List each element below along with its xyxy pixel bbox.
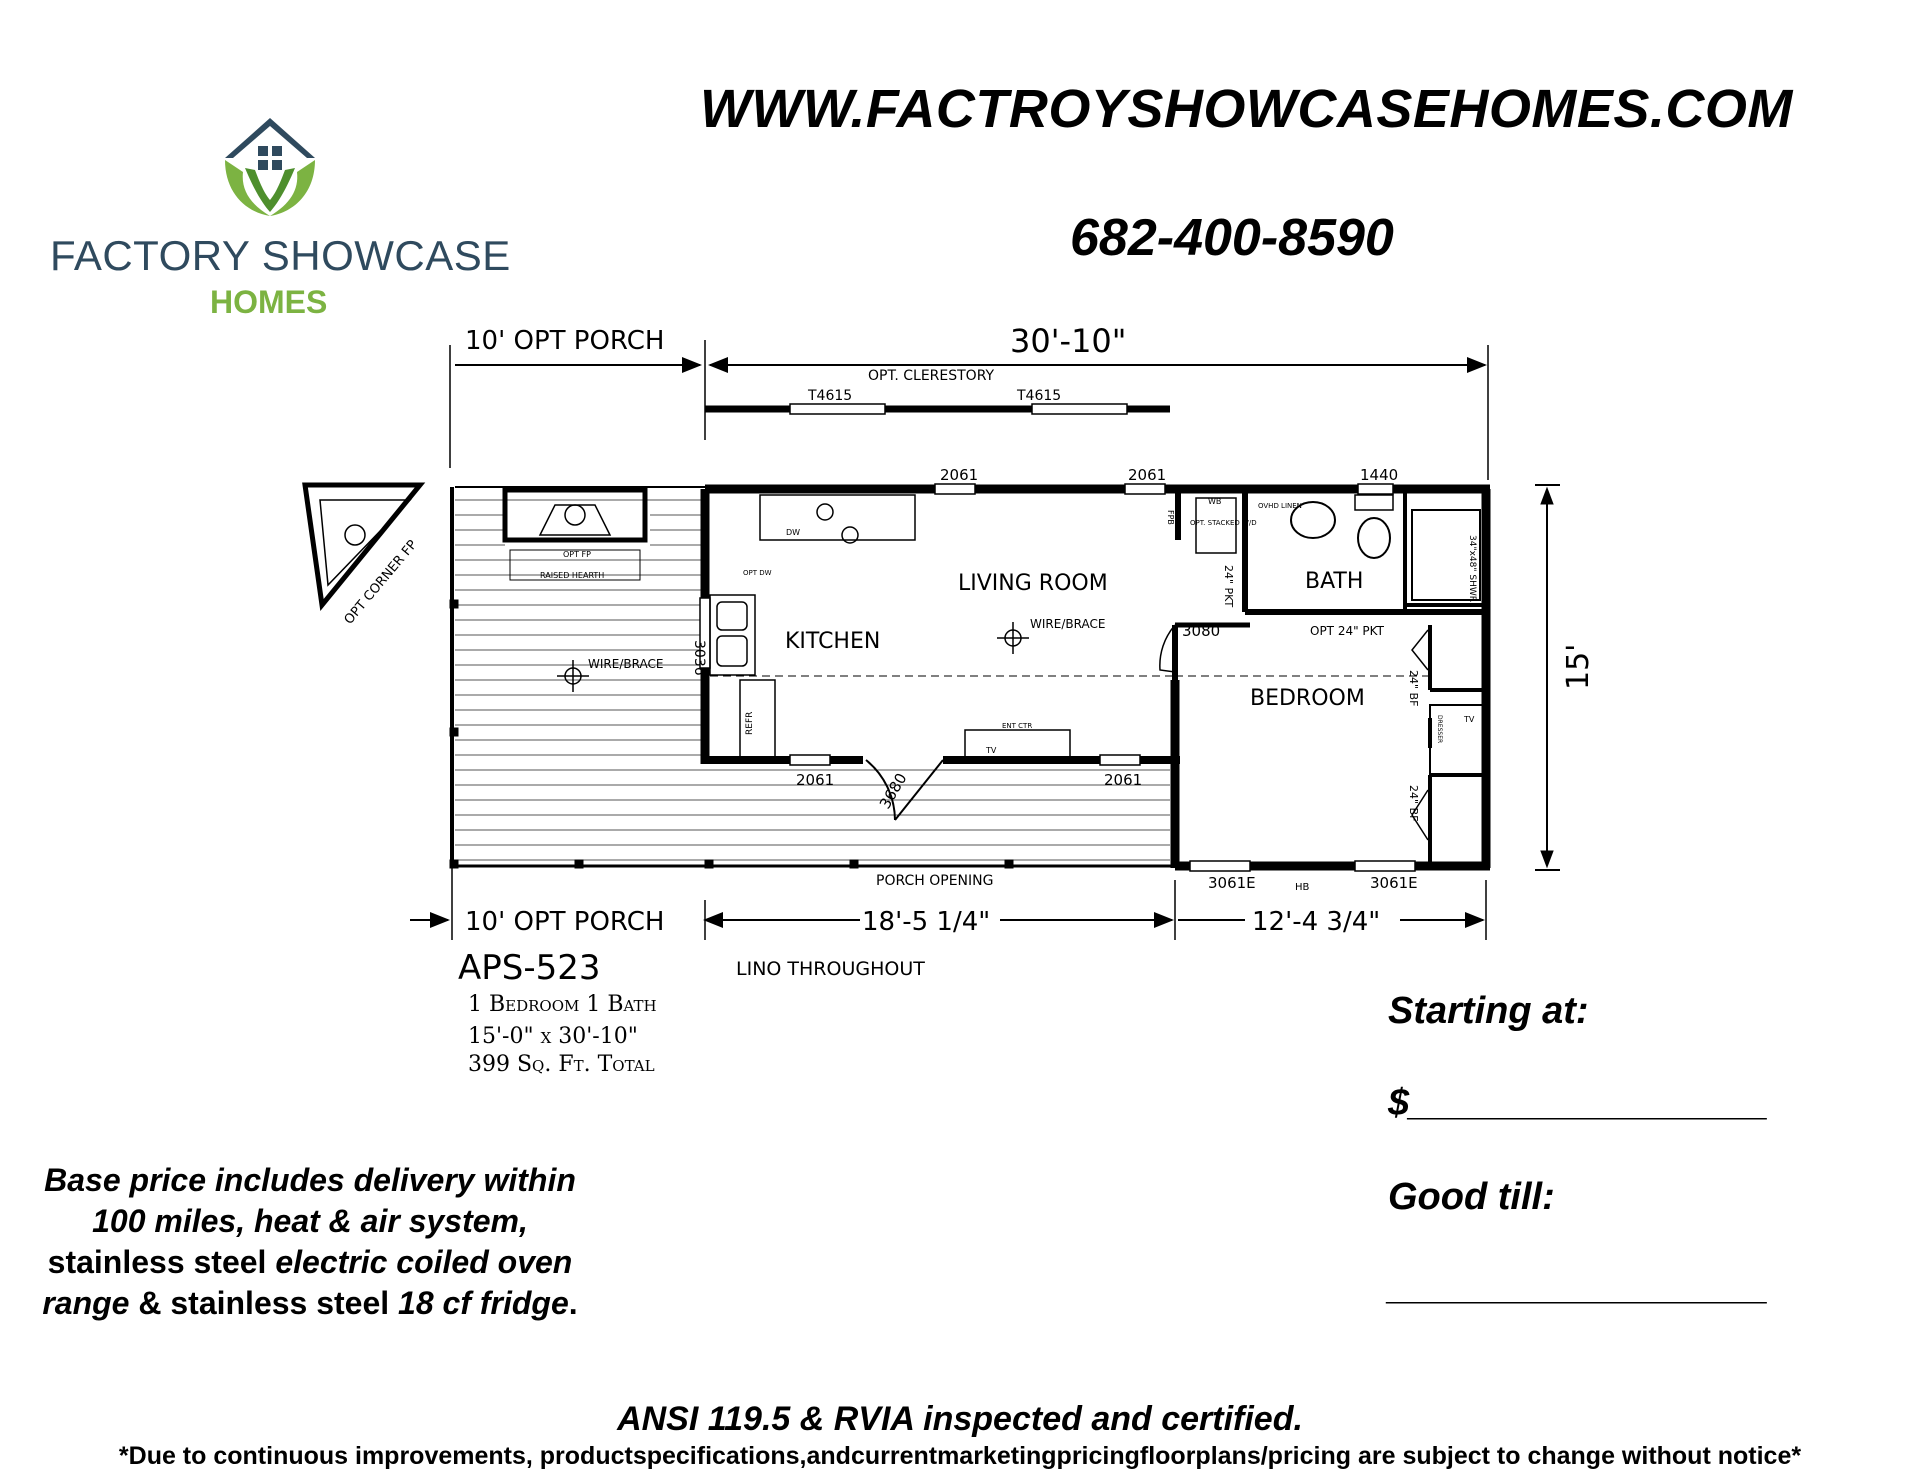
- window-2061-c: 2061: [796, 771, 835, 789]
- pkt-wall-label: 24" PKT: [1222, 565, 1235, 608]
- window-3061e-a: 3061E: [1208, 874, 1256, 892]
- room-bedroom: BEDROOM: [1250, 686, 1365, 711]
- tv-label-1: TV: [986, 746, 997, 755]
- room-bath: BATH: [1305, 569, 1364, 594]
- dresser-label: DRESSER: [1436, 715, 1443, 744]
- clerestory-window-a: T4615: [808, 388, 853, 404]
- bedroom-length-dim: 12'-4 3/4": [1252, 907, 1381, 937]
- website-url: WWW.FACTROYSHOWCASEHOMES.COM: [700, 79, 1793, 139]
- wire-brace-porch: WIRE/BRACE: [588, 657, 664, 671]
- wb-label: WB: [1208, 497, 1222, 506]
- brand-subtitle: HOMES: [210, 284, 328, 320]
- phone-number: 682-400-8590: [1070, 209, 1394, 267]
- porch-bottom-dim: 10' OPT PORCH: [465, 907, 665, 937]
- window-2061-b: 2061: [1128, 466, 1167, 484]
- bedroom-door-size: 3080: [1182, 622, 1221, 640]
- window-1440: 1440: [1360, 466, 1399, 484]
- model-dimensions: 15'-0" x 30'-10": [468, 1024, 638, 1049]
- linen-label: OVHD LINEN: [1258, 502, 1302, 510]
- clerestory-label: OPT. CLERESTORY: [868, 368, 995, 384]
- shower-label: 34"x48" SHWR: [1467, 535, 1477, 603]
- clerestory-window-b: T4615: [1017, 388, 1062, 404]
- raised-hearth-label: RAISED HEARTH: [540, 571, 605, 580]
- certification-note: ANSI 119.5 & RVIA inspected and certified.: [617, 1400, 1303, 1438]
- ent-ctr-label: ENT CTR: [1002, 722, 1033, 730]
- room-living: LIVING ROOM: [958, 571, 1108, 596]
- house-hands-logo-icon: [215, 112, 325, 222]
- good-till-blank: __________________: [1388, 1266, 1769, 1308]
- flooring-note: LINO THROUGHOUT: [736, 958, 925, 980]
- model-bed-bath: 1 Bedroom 1 Bath: [468, 992, 657, 1017]
- refr-label: REFR: [745, 711, 755, 735]
- model-square-feet: 399 Sq. Ft. Total: [468, 1052, 655, 1077]
- overall-length-dim: 30'-10": [1010, 322, 1127, 360]
- porch-opening-label: PORCH OPENING: [876, 873, 994, 889]
- bifold-label-2: 24" BF: [1407, 785, 1420, 822]
- porch-top-dim: 10' OPT PORCH: [465, 326, 665, 356]
- wire-brace-living: WIRE/BRACE: [1030, 617, 1106, 631]
- width-dim: 15': [1561, 643, 1596, 690]
- sink-window: 3036: [691, 640, 707, 676]
- brand-name: FACTORY SHOWCASE: [50, 232, 511, 279]
- window-2061-d: 2061: [1104, 771, 1143, 789]
- includes-part-4: & stainless steel: [129, 1285, 399, 1321]
- model-code: APS-523: [458, 948, 601, 988]
- includes-part-6: .: [568, 1285, 578, 1321]
- starting-at-label: Starting at:: [1388, 990, 1589, 1032]
- hose-bib-label: HB: [1295, 882, 1310, 893]
- room-kitchen: KITCHEN: [785, 629, 881, 654]
- disclaimer: *Due to continuous improvements, productspecifications,andcurrentmarketingpricingfloorplans/pricing are subject to change without notice*: [118, 1442, 1802, 1470]
- fpb-label: FPB: [1166, 510, 1175, 525]
- includes-part-3: electric coiled oven range: [42, 1244, 573, 1321]
- includes-part-1: Base price includes delivery within 100 miles, heat & air system,: [44, 1162, 576, 1239]
- living-length-dim: 18'-5 1/4": [862, 907, 991, 937]
- dw-label: DW: [786, 528, 801, 537]
- stacked-wd-label: OPT. STACKED W/D: [1190, 519, 1257, 527]
- opt-fp-label: OPT FP: [563, 550, 591, 559]
- bifold-label-1: 24" BF: [1407, 670, 1420, 707]
- includes-part-5: 18 cf fridge: [398, 1285, 569, 1321]
- window-2061-a: 2061: [940, 466, 979, 484]
- window-3061e-b: 3061E: [1370, 874, 1418, 892]
- price-blank: $_________________: [1388, 1082, 1769, 1124]
- tv-label-2: TV: [1464, 715, 1475, 724]
- opt-pkt-bath-label: OPT 24" PKT: [1310, 624, 1384, 638]
- opt-corner-fp-label: OPT CORNER FP: [341, 537, 421, 628]
- includes-part-2: stainless steel: [47, 1244, 276, 1280]
- opt-dw-label: OPT DW: [743, 569, 772, 577]
- includes-note: [40, 1160, 580, 1324]
- entry-door-size: 3680: [875, 769, 911, 812]
- good-till-label: Good till:: [1388, 1176, 1555, 1218]
- floor-plan: [0, 300, 1920, 960]
